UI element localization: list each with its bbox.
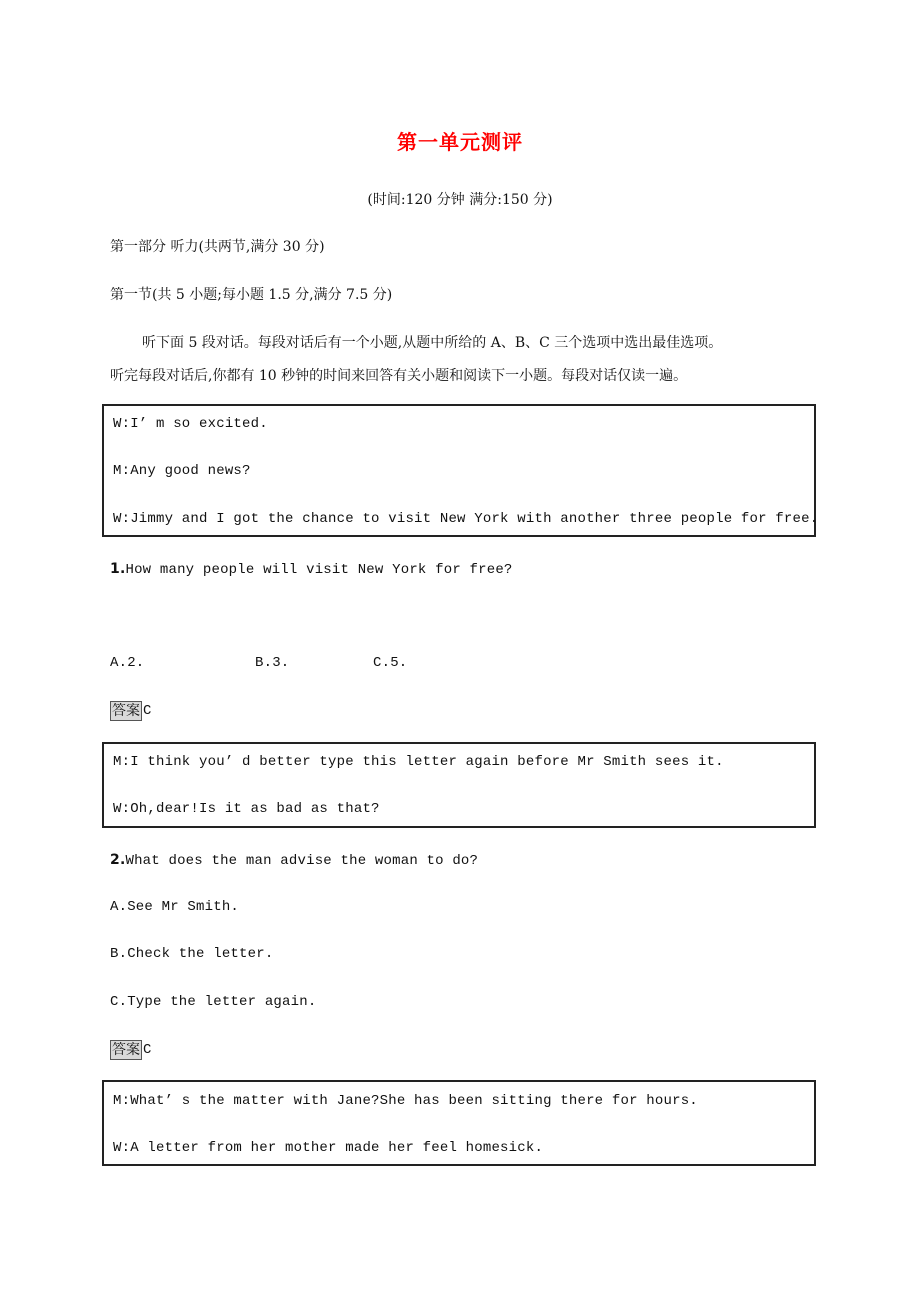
instructions-line-2: 听完每段对话后,你都有 10 秒钟的时间来回答有关小题和阅读下一小题。每段对话仅读一遍。	[110, 368, 688, 384]
answer-1	[110, 700, 151, 721]
transcript-line: M:What’ s the matter with Jane?She has been sitting there for hours.	[113, 1093, 698, 1109]
answer-value: C	[143, 702, 152, 719]
transcript-box-1	[102, 404, 819, 537]
option-c[interactable]: C.Type the letter again.	[110, 994, 317, 1010]
instructions-line-1: 听下面 5 段对话。每段对话后有一个小题,从题中所给的 A、B、C 三个选项中选出最佳选项。	[142, 335, 723, 351]
answer-badge: 答案	[112, 1041, 140, 1058]
question-number: 2.	[110, 852, 126, 868]
question-1	[110, 561, 513, 578]
part-heading: 第一部分 听力(共两节,满分 30 分)	[110, 239, 325, 255]
section-heading: 第一节(共 5 小题;每小题 1.5 分,满分 7.5 分)	[110, 287, 393, 303]
option-b[interactable]: B.3.	[255, 655, 290, 671]
question-text: What does the man advise the woman to do?	[125, 853, 479, 869]
answer-2	[110, 1039, 151, 1060]
question-text: How many people will visit New York for free?	[125, 562, 513, 578]
transcript-line: M:I think you’ d better type this letter again before Mr Smith sees it.	[113, 754, 724, 770]
transcript-line: M:Any good news?	[113, 463, 251, 479]
question-2	[110, 852, 478, 869]
option-a[interactable]: A.See Mr Smith.	[110, 899, 240, 915]
option-a[interactable]: A.2.	[110, 655, 145, 671]
transcript-box-2	[102, 742, 816, 828]
option-c[interactable]: C.5.	[373, 655, 408, 671]
transcript-line: W:I’ m so excited.	[113, 416, 268, 432]
transcript-line: W:Oh,dear!Is it as bad as that?	[113, 801, 380, 817]
question-number: 1.	[110, 561, 126, 577]
transcript-line: W:Jimmy and I got the chance to visit New York with another three people for free.	[113, 511, 819, 527]
answer-badge: 答案	[112, 702, 140, 719]
transcript-line: W:A letter from her mother made her feel homesick.	[113, 1140, 544, 1156]
option-b[interactable]: B.Check the letter.	[110, 946, 274, 962]
answer-value: C	[143, 1041, 152, 1058]
exam-time-score: (时间:120 分钟 满分:150 分)	[367, 192, 553, 208]
transcript-box-3	[102, 1080, 816, 1166]
page-title: 第一单元测评	[397, 130, 523, 154]
